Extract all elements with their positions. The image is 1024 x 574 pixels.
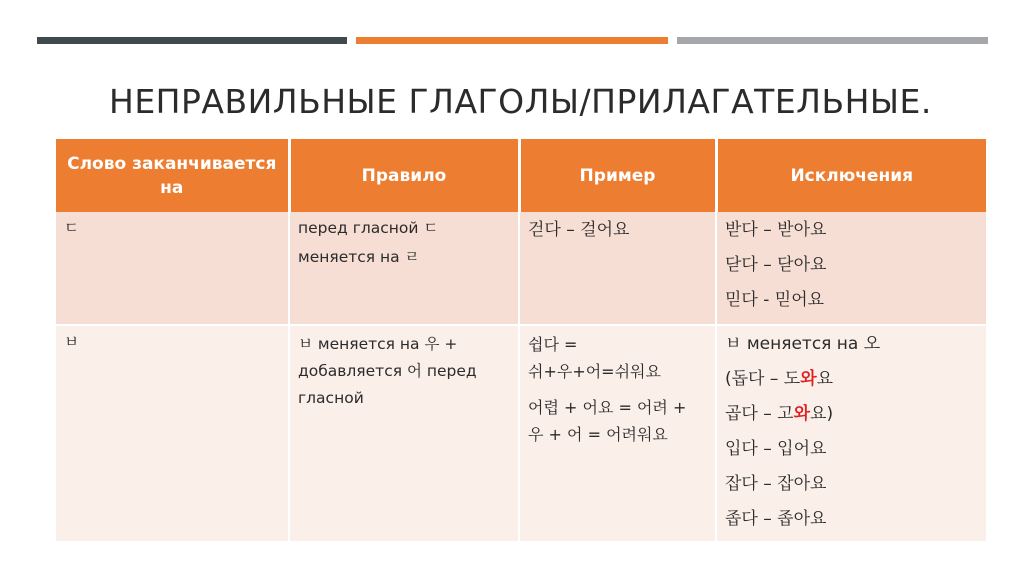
exception-text: 요) (810, 404, 834, 424)
cell-ending (56, 325, 289, 541)
cell-rule (289, 325, 519, 541)
cell-exceptions (716, 325, 986, 541)
header-ending: Слово заканчивается на (56, 139, 289, 212)
rule-line: перед гласной ㄷ (298, 219, 439, 237)
exception-line: 좁다 – 좁아요 (725, 509, 827, 529)
exception-text: (돕다 – 도 (725, 369, 801, 389)
cell-exceptions (716, 212, 986, 325)
header-exceptions: Исключения (716, 139, 986, 212)
decorative-bar-dark (37, 37, 347, 44)
cell-example (519, 212, 716, 325)
header-example: Пример (519, 139, 716, 212)
decorative-bar-orange (356, 37, 668, 44)
table-row (56, 325, 986, 541)
example-line: 어렵 + 어요 = 어려 + (528, 398, 687, 417)
exception-line: 받다 – 받아요 (725, 220, 827, 240)
exception-text: 요 (816, 369, 834, 389)
ending-text: ㄷ (64, 219, 79, 237)
exception-line (725, 366, 980, 392)
example-line: 쉽다 = (528, 335, 578, 354)
table-header-row (56, 139, 986, 212)
exception-line: 잡다 – 잡아요 (725, 474, 827, 494)
cell-example (519, 325, 716, 541)
exception-line: 믿다 - 믿어요 (725, 290, 825, 310)
exception-line: 닫다 – 닫아요 (725, 255, 827, 275)
rule-line: гласной (298, 389, 364, 407)
cell-rule (289, 212, 519, 325)
decorative-bar-gray (677, 37, 988, 44)
exception-text: 곱다 – 고 (725, 404, 794, 424)
example-line: 쉬+우+어=쉬워요 (528, 362, 661, 381)
example-line: 걷다 – 걸어요 (528, 220, 630, 240)
rule-line: ㅂ меняется на 우 + (298, 335, 458, 353)
highlighted-syllable: 와 (793, 404, 811, 424)
exception-line (725, 401, 980, 427)
header-rule: Правило (289, 139, 519, 212)
irregular-verbs-table (56, 139, 986, 541)
exception-line: ㅂ меняется на 오 (725, 334, 881, 354)
highlighted-syllable: 와 (800, 369, 817, 389)
ending-text: ㅂ (64, 333, 79, 351)
table-row (56, 212, 986, 325)
example-line: 우 + 어 = 어려워요 (528, 425, 668, 444)
cell-ending (56, 212, 289, 325)
page-title: НЕПРАВИЛЬНЫЕ ГЛАГОЛЫ/ПРИЛАГАТЕЛЬНЫЕ. (109, 82, 932, 121)
rule-line: добавляется 어 перед (298, 362, 477, 380)
rule-line: меняется на ㄹ (298, 248, 420, 266)
exception-line: 입다 – 입어요 (725, 439, 827, 459)
